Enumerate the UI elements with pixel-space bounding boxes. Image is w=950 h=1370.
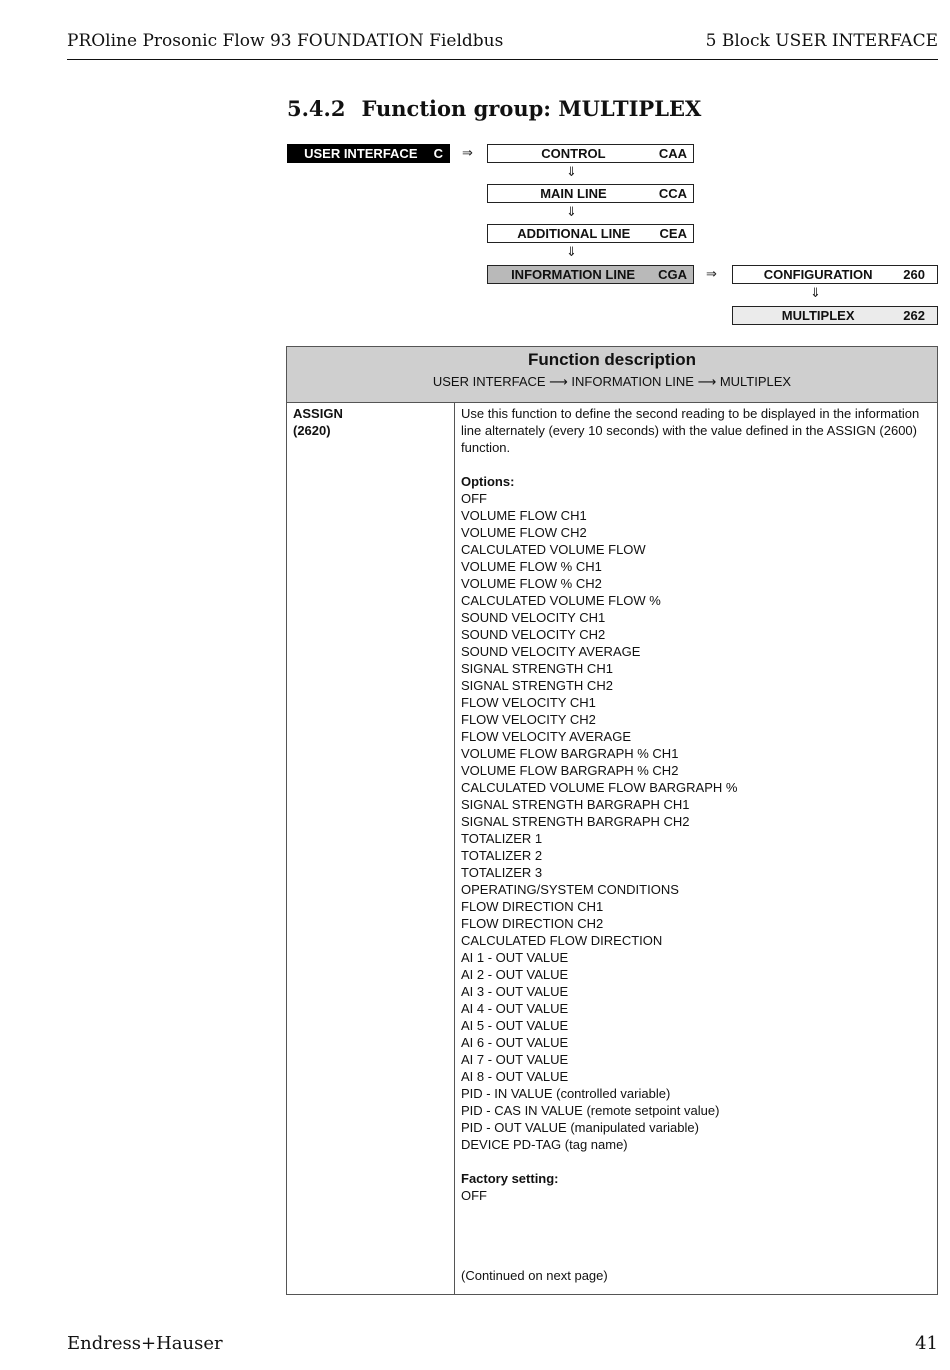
nav-group-code: CGA — [658, 267, 687, 282]
nav-subgroup-configuration — [732, 265, 938, 284]
option-item: AI 5 - OUT VALUE — [461, 1018, 569, 1033]
option-item: SIGNAL STRENGTH CH1 — [461, 661, 613, 676]
option-item: VOLUME FLOW % CH1 — [461, 559, 602, 574]
nav-subgroup-multiplex — [732, 306, 938, 325]
nav-group-additional-line — [487, 224, 694, 243]
options-label: Options: — [461, 474, 515, 489]
option-item: OPERATING/SYSTEM CONDITIONS — [461, 882, 679, 897]
nav-subgroup-label: MULTIPLEX — [781, 308, 855, 323]
nav-subgroup-code: 262 — [903, 308, 925, 323]
option-item: VOLUME FLOW CH1 — [461, 508, 587, 523]
function-name: ASSIGN — [293, 406, 343, 421]
option-item: SOUND VELOCITY CH2 — [461, 627, 606, 642]
nav-group-label: CONTROL — [541, 146, 606, 161]
nav-group-code: CEA — [659, 226, 687, 241]
table-title: Function description — [527, 350, 697, 369]
factory-setting-value: OFF — [461, 1188, 487, 1203]
nav-group-label: INFORMATION LINE — [511, 267, 636, 282]
document-header-title: PROline Prosonic Flow 93 FOUNDATION Fieldbus — [67, 31, 504, 51]
section-number: 5.4.2 — [287, 96, 346, 121]
function-description-cell — [455, 403, 937, 1294]
page-number: 41 — [915, 1333, 938, 1354]
section-title: Function group: MULTIPLEX — [361, 96, 702, 121]
table-body — [287, 403, 937, 1294]
nav-subgroup-label: CONFIGURATION — [763, 267, 873, 282]
option-item: SOUND VELOCITY AVERAGE — [461, 644, 641, 659]
nav-group-code: CAA — [658, 146, 687, 161]
options-list — [461, 490, 931, 1153]
footer-brand: Endress+Hauser — [67, 1333, 223, 1354]
nav-block-label: USER INTERFACE — [304, 146, 418, 161]
option-item: CALCULATED VOLUME FLOW BARGRAPH % — [461, 780, 738, 795]
option-item: VOLUME FLOW % CH2 — [461, 576, 602, 591]
option-item: AI 8 - OUT VALUE — [461, 1069, 569, 1084]
nav-subgroup-code: 260 — [903, 267, 925, 282]
option-item: PID - CAS IN VALUE (remote setpoint value) — [461, 1103, 720, 1118]
option-item: FLOW DIRECTION CH2 — [461, 916, 604, 931]
option-item: PID - OUT VALUE (manipulated variable) — [461, 1120, 699, 1135]
option-item: FLOW DIRECTION CH1 — [461, 899, 604, 914]
arrow-down-icon: ⇓ — [810, 285, 821, 300]
function-code: (2620) — [293, 423, 331, 438]
document-header-chapter: 5 Block USER INTERFACE — [705, 31, 938, 51]
function-name-cell — [287, 403, 455, 1294]
option-item: TOTALIZER 3 — [461, 865, 543, 880]
arrow-down-icon: ⇓ — [566, 204, 577, 219]
option-item: AI 4 - OUT VALUE — [461, 1001, 569, 1016]
option-item: CALCULATED VOLUME FLOW — [461, 542, 646, 557]
nav-group-label: ADDITIONAL LINE — [517, 226, 631, 241]
nav-group-control — [487, 144, 694, 163]
nav-group-label: MAIN LINE — [540, 186, 607, 201]
option-item: AI 1 - OUT VALUE — [461, 950, 569, 965]
function-description-table — [286, 346, 938, 1295]
option-item: AI 6 - OUT VALUE — [461, 1035, 569, 1050]
nav-block-user-interface — [287, 144, 450, 163]
option-item: TOTALIZER 1 — [461, 831, 543, 846]
factory-setting-label: Factory setting: — [461, 1171, 559, 1186]
option-item: SOUND VELOCITY CH1 — [461, 610, 606, 625]
option-item: CALCULATED FLOW DIRECTION — [461, 933, 663, 948]
table-path: USER INTERFACE ⟶ INFORMATION LINE ⟶ MULTIPLEX — [432, 374, 792, 389]
option-item: DEVICE PD-TAG (tag name) — [461, 1137, 628, 1152]
arrow-right-icon: ⇒ — [462, 145, 473, 160]
option-item: FLOW VELOCITY CH1 — [461, 695, 596, 710]
option-item: CALCULATED VOLUME FLOW % — [461, 593, 661, 608]
nav-block-code: C — [433, 146, 443, 161]
option-item: OFF — [461, 491, 487, 506]
table-header — [287, 347, 937, 403]
option-item: FLOW VELOCITY AVERAGE — [461, 729, 632, 744]
arrow-right-icon: ⇒ — [706, 266, 717, 281]
option-item: PID - IN VALUE (controlled variable) — [461, 1086, 671, 1101]
arrow-down-icon: ⇓ — [566, 244, 577, 259]
option-item: FLOW VELOCITY CH2 — [461, 712, 596, 727]
section-heading — [287, 96, 701, 121]
option-item: VOLUME FLOW CH2 — [461, 525, 587, 540]
option-item: AI 3 - OUT VALUE — [461, 984, 569, 999]
option-item: SIGNAL STRENGTH BARGRAPH CH1 — [461, 797, 690, 812]
option-item: SIGNAL STRENGTH CH2 — [461, 678, 613, 693]
option-item: TOTALIZER 2 — [461, 848, 543, 863]
nav-group-information-line — [487, 265, 694, 284]
nav-group-code: CCA — [658, 186, 687, 201]
option-item: AI 2 - OUT VALUE — [461, 967, 569, 982]
nav-group-main-line — [487, 184, 694, 203]
option-item: AI 7 - OUT VALUE — [461, 1052, 569, 1067]
option-item: VOLUME FLOW BARGRAPH % CH1 — [461, 746, 679, 761]
continued-note: (Continued on next page) — [461, 1268, 608, 1283]
header-divider — [67, 59, 938, 60]
option-item: SIGNAL STRENGTH BARGRAPH CH2 — [461, 814, 690, 829]
option-item: VOLUME FLOW BARGRAPH % CH2 — [461, 763, 679, 778]
function-description-text: Use this function to define the second reading to be displayed in the information line alternately (every 10 seconds) with the value defined in the ASSIGN (2600) function. — [461, 406, 920, 455]
arrow-down-icon: ⇓ — [566, 164, 577, 179]
